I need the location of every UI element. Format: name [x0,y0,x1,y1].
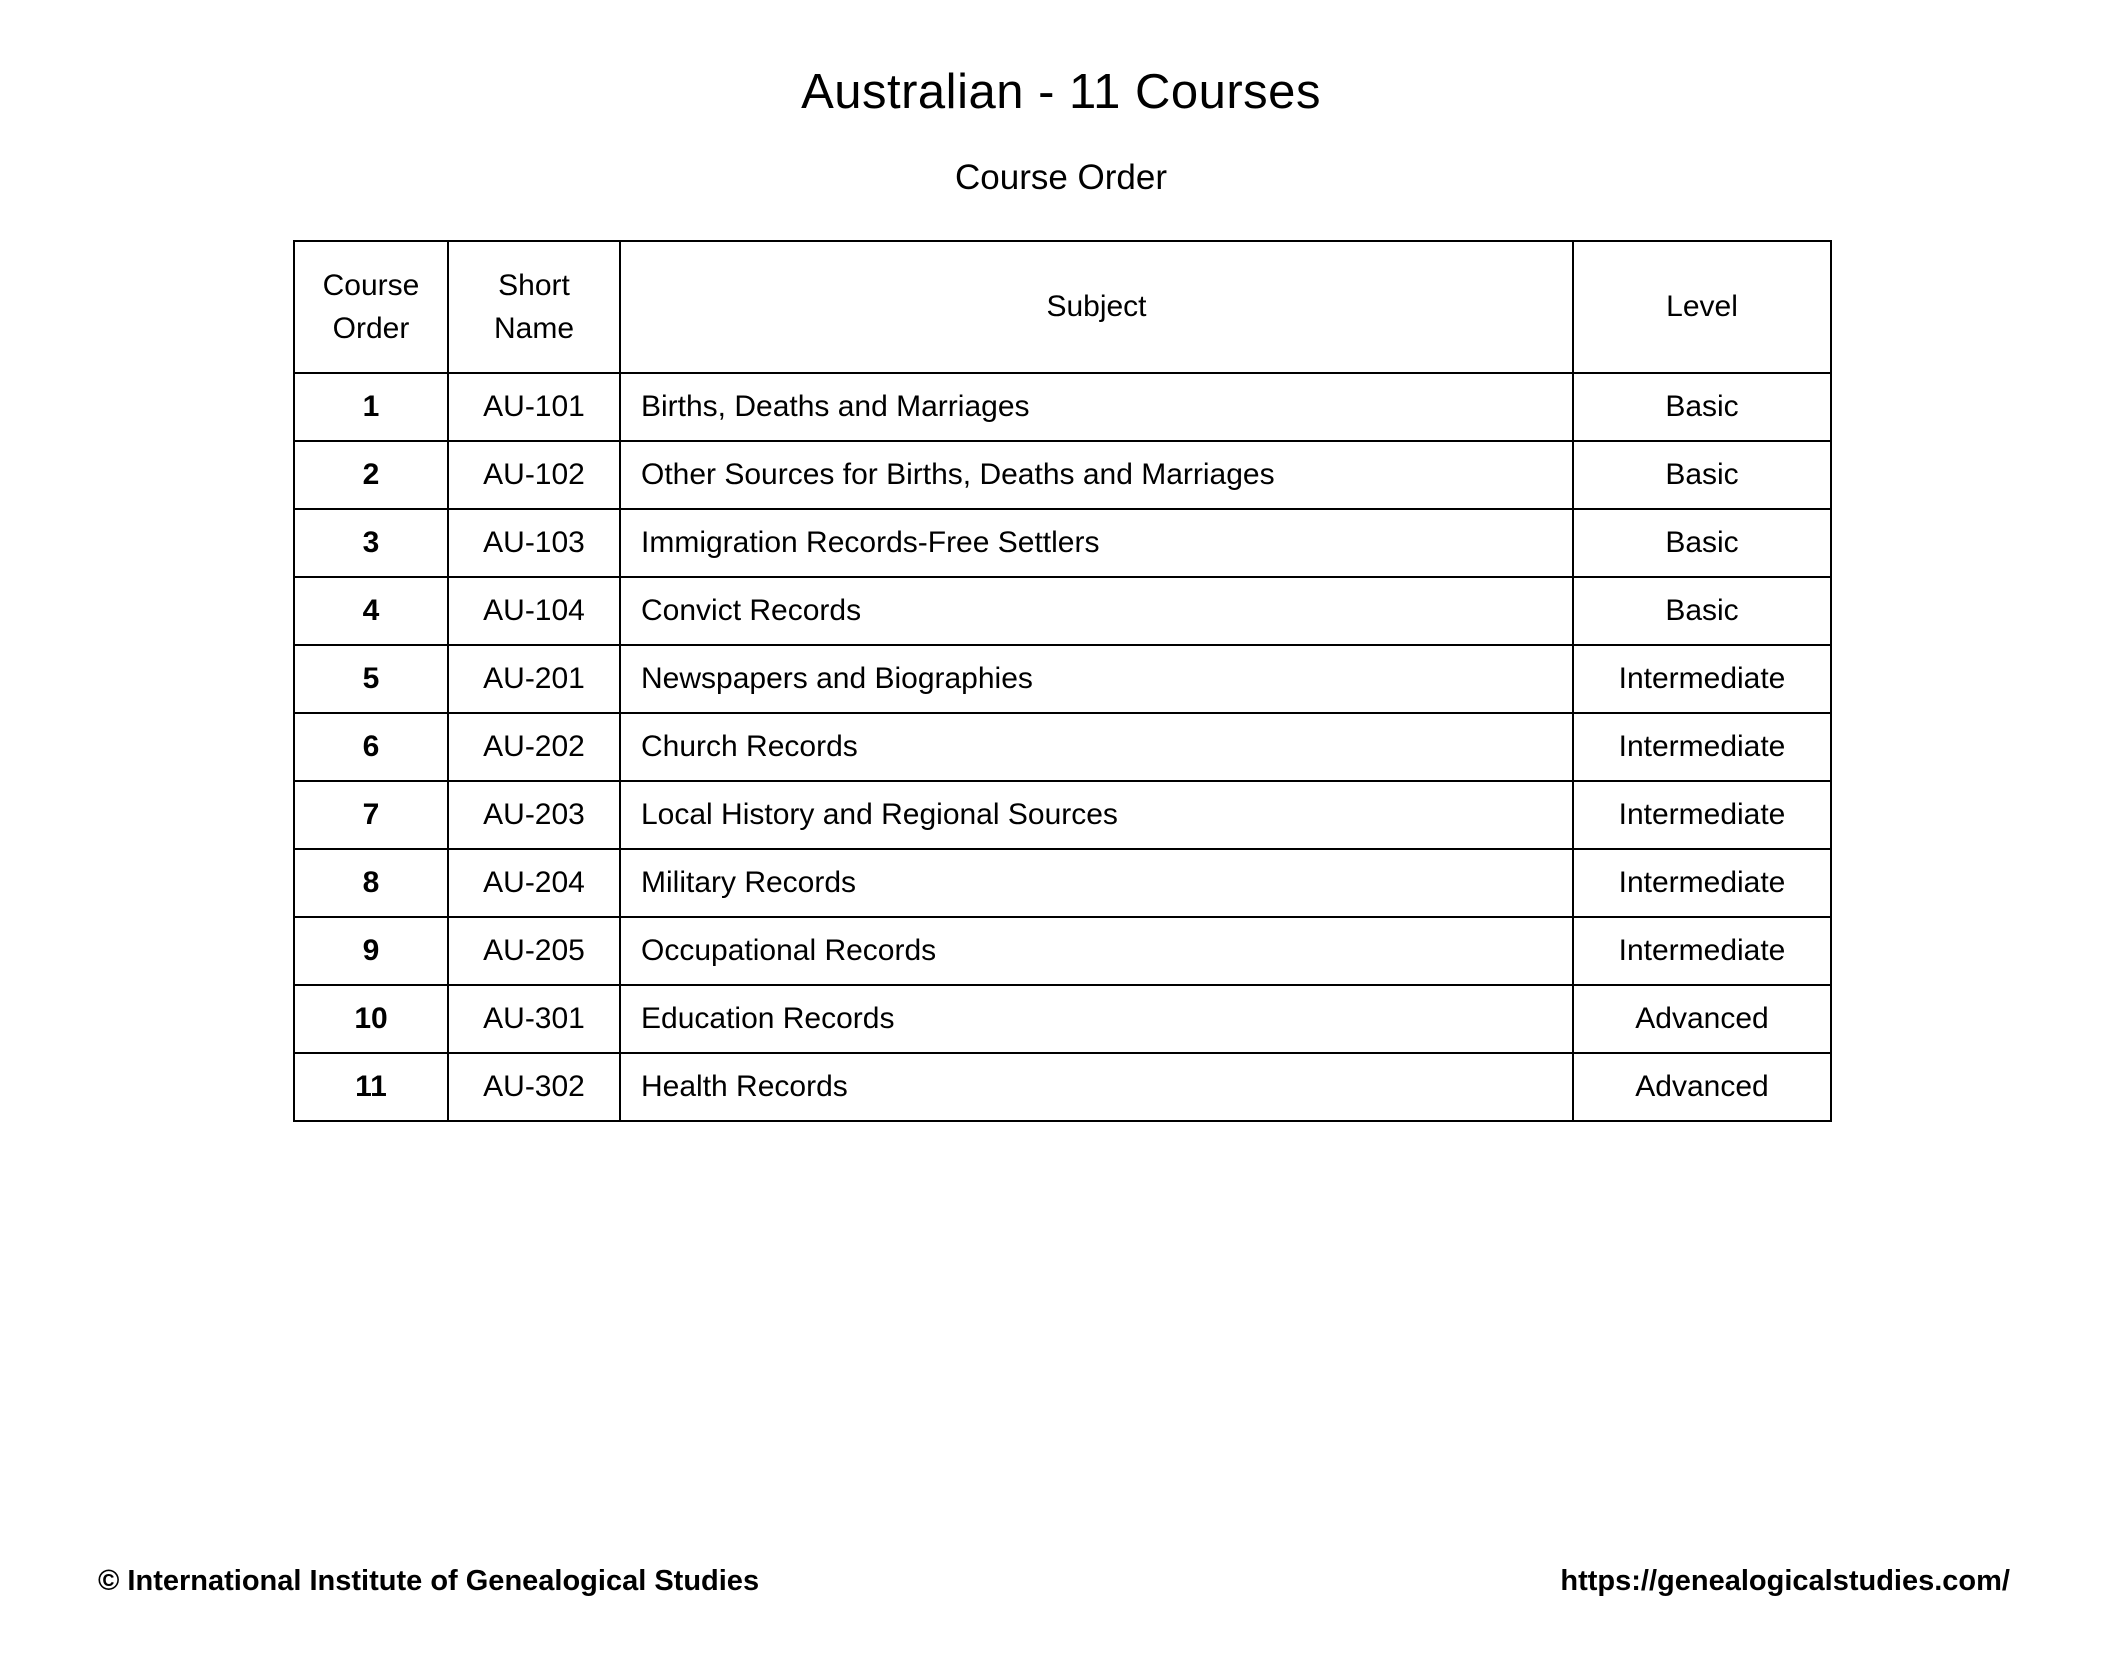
level-cell: Intermediate [1573,713,1831,781]
subject-cell: Occupational Records [620,917,1573,985]
column-header-short-name: Short Name [448,241,620,373]
table-row [294,509,1831,577]
short-name-cell: AU-202 [448,713,620,781]
course-order-cell: 2 [294,441,448,509]
level-cell: Basic [1573,441,1831,509]
subject-cell: Education Records [620,985,1573,1053]
course-order-cell: 4 [294,577,448,645]
subject-cell: Church Records [620,713,1573,781]
course-order-table [293,240,1832,1122]
short-name-cell: AU-103 [448,509,620,577]
page-footer [98,1565,2010,1598]
level-cell: Basic [1573,509,1831,577]
page-subtitle: Course Order [954,158,1168,197]
table-row [294,781,1831,849]
table-header-row [294,241,1831,373]
short-name-cell: AU-302 [448,1053,620,1121]
subject-cell: Births, Deaths and Marriages [620,373,1573,441]
subject-cell: Other Sources for Births, Deaths and Marriages [620,441,1573,509]
table-row [294,713,1831,781]
short-name-cell: AU-205 [448,917,620,985]
course-table-body [294,373,1831,1121]
table-row [294,373,1831,441]
short-name-cell: AU-102 [448,441,620,509]
page-title: Australian - 11 Courses [801,65,1321,119]
subject-cell: Health Records [620,1053,1573,1121]
short-name-cell: AU-204 [448,849,620,917]
level-cell: Advanced [1573,1053,1831,1121]
short-name-cell: AU-301 [448,985,620,1053]
subject-cell: Convict Records [620,577,1573,645]
course-order-cell: 6 [294,713,448,781]
website-url: https://genealogicalstudies.com/ [1560,1565,2010,1597]
column-header-course-order: Course Order [294,241,448,373]
course-order-cell: 7 [294,781,448,849]
table-row [294,577,1831,645]
table-row [294,849,1831,917]
course-order-cell: 3 [294,509,448,577]
course-order-cell: 5 [294,645,448,713]
short-name-cell: AU-104 [448,577,620,645]
level-cell: Advanced [1573,985,1831,1053]
course-order-cell: 8 [294,849,448,917]
table-row [294,917,1831,985]
column-header-subject: Subject [620,241,1573,373]
table-row [294,1053,1831,1121]
table-row [294,645,1831,713]
column-header-level: Level [1573,241,1831,373]
subject-cell: Local History and Regional Sources [620,781,1573,849]
level-cell: Intermediate [1573,645,1831,713]
level-cell: Intermediate [1573,917,1831,985]
course-order-cell: 1 [294,373,448,441]
short-name-cell: AU-203 [448,781,620,849]
level-cell: Basic [1573,577,1831,645]
course-order-cell: 10 [294,985,448,1053]
table-row [294,985,1831,1053]
subject-cell: Newspapers and Biographies [620,645,1573,713]
level-cell: Basic [1573,373,1831,441]
short-name-cell: AU-201 [448,645,620,713]
subject-cell: Immigration Records-Free Settlers [620,509,1573,577]
short-name-cell: AU-101 [448,373,620,441]
level-cell: Intermediate [1573,849,1831,917]
table-row [294,441,1831,509]
copyright-text: © International Institute of Genealogical Studies [98,1565,760,1597]
subject-cell: Military Records [620,849,1573,917]
level-cell: Intermediate [1573,781,1831,849]
course-order-cell: 9 [294,917,448,985]
course-order-cell: 11 [294,1053,448,1121]
